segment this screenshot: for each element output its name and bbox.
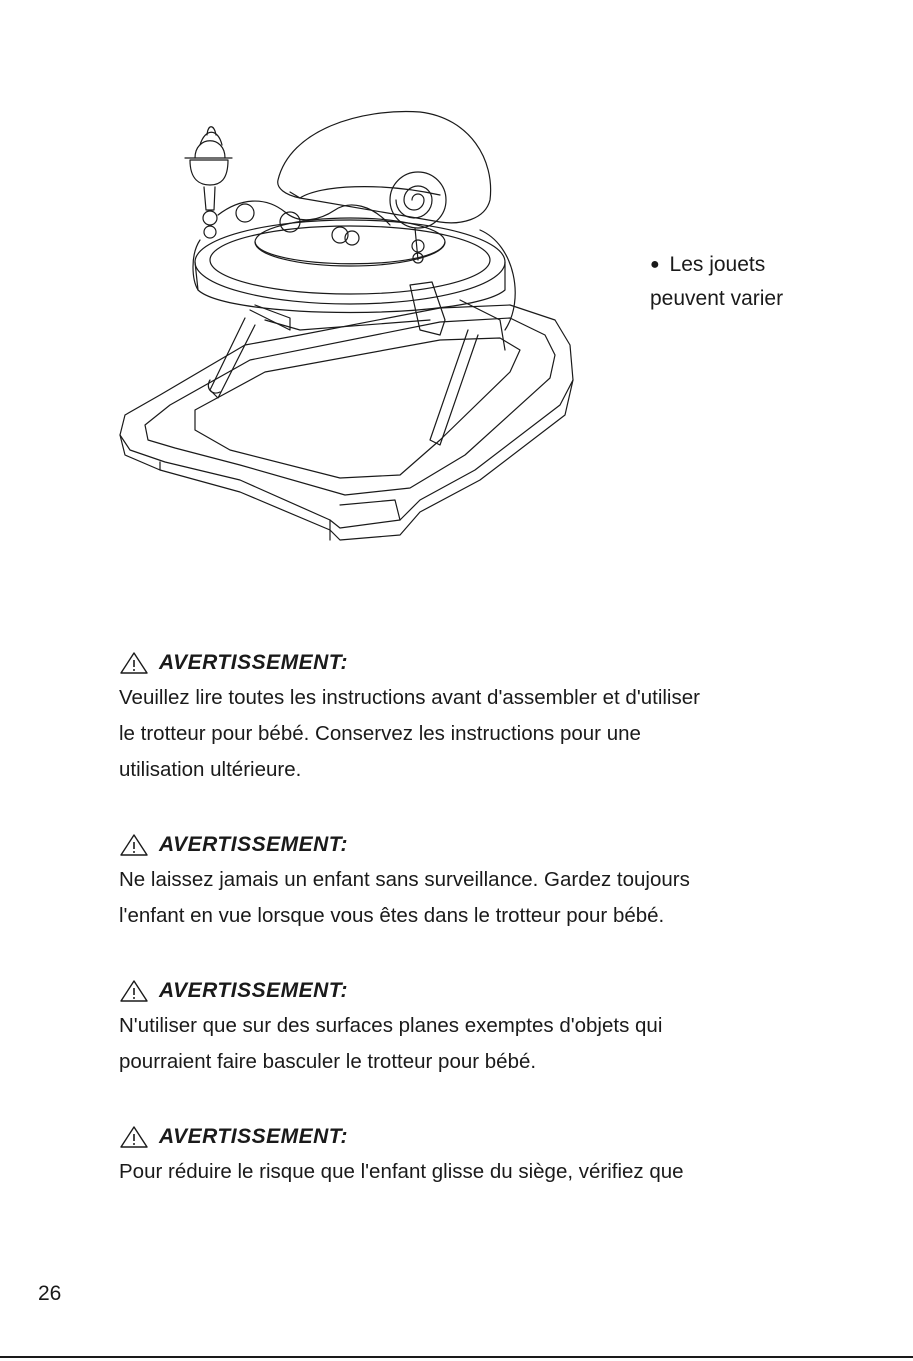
warning-text-line: Pour réduire le risque que l'enfant glisse du siège, vérifiez que <box>119 1160 684 1183</box>
bullet: ● <box>650 256 660 273</box>
warning-triangle-icon <box>119 833 149 857</box>
warning-text-line: Veuillez lire toutes les instructions avant d'assembler et d'utiliser <box>119 686 700 709</box>
baby-walker-illustration <box>110 110 585 550</box>
warning-heading <box>119 974 819 1008</box>
warnings-section <box>119 646 819 1190</box>
warning-text-line: pourraient faire basculer le trotteur pour bébé. <box>119 1050 537 1073</box>
warning-title: AVERTISSEMENT: <box>159 979 349 1002</box>
warning-triangle-icon <box>119 651 149 675</box>
note-line-1: Les jouets <box>669 253 766 276</box>
warning-triangle-icon <box>119 979 149 1003</box>
warning-text-line: Ne laissez jamais un enfant sans surveillance. Gardez toujours <box>119 868 690 891</box>
warning-block <box>119 974 819 1080</box>
warning-text-line: le trotteur pour bébé. Conservez les instructions pour une <box>119 722 641 745</box>
note-line-2: peuvent varier <box>650 287 784 310</box>
warning-block <box>119 1120 819 1190</box>
toys-may-vary-note <box>650 248 783 316</box>
warning-triangle-icon <box>119 1125 149 1149</box>
warning-heading <box>119 1120 819 1154</box>
warning-heading <box>119 646 819 680</box>
warning-block <box>119 828 819 934</box>
page-number: 26 <box>38 1282 62 1305</box>
warning-text-line: utilisation ultérieure. <box>119 758 302 781</box>
warning-text-line: N'utiliser que sur des surfaces planes exemptes d'objets qui <box>119 1014 663 1037</box>
warning-text-line: l'enfant en vue lorsque vous êtes dans le trotteur pour bébé. <box>119 904 665 927</box>
warning-title: AVERTISSEMENT: <box>159 833 349 856</box>
warning-title: AVERTISSEMENT: <box>159 651 349 674</box>
warning-title: AVERTISSEMENT: <box>159 1125 349 1148</box>
warning-block <box>119 646 819 788</box>
bottom-rule <box>0 1356 913 1358</box>
warning-heading <box>119 828 819 862</box>
